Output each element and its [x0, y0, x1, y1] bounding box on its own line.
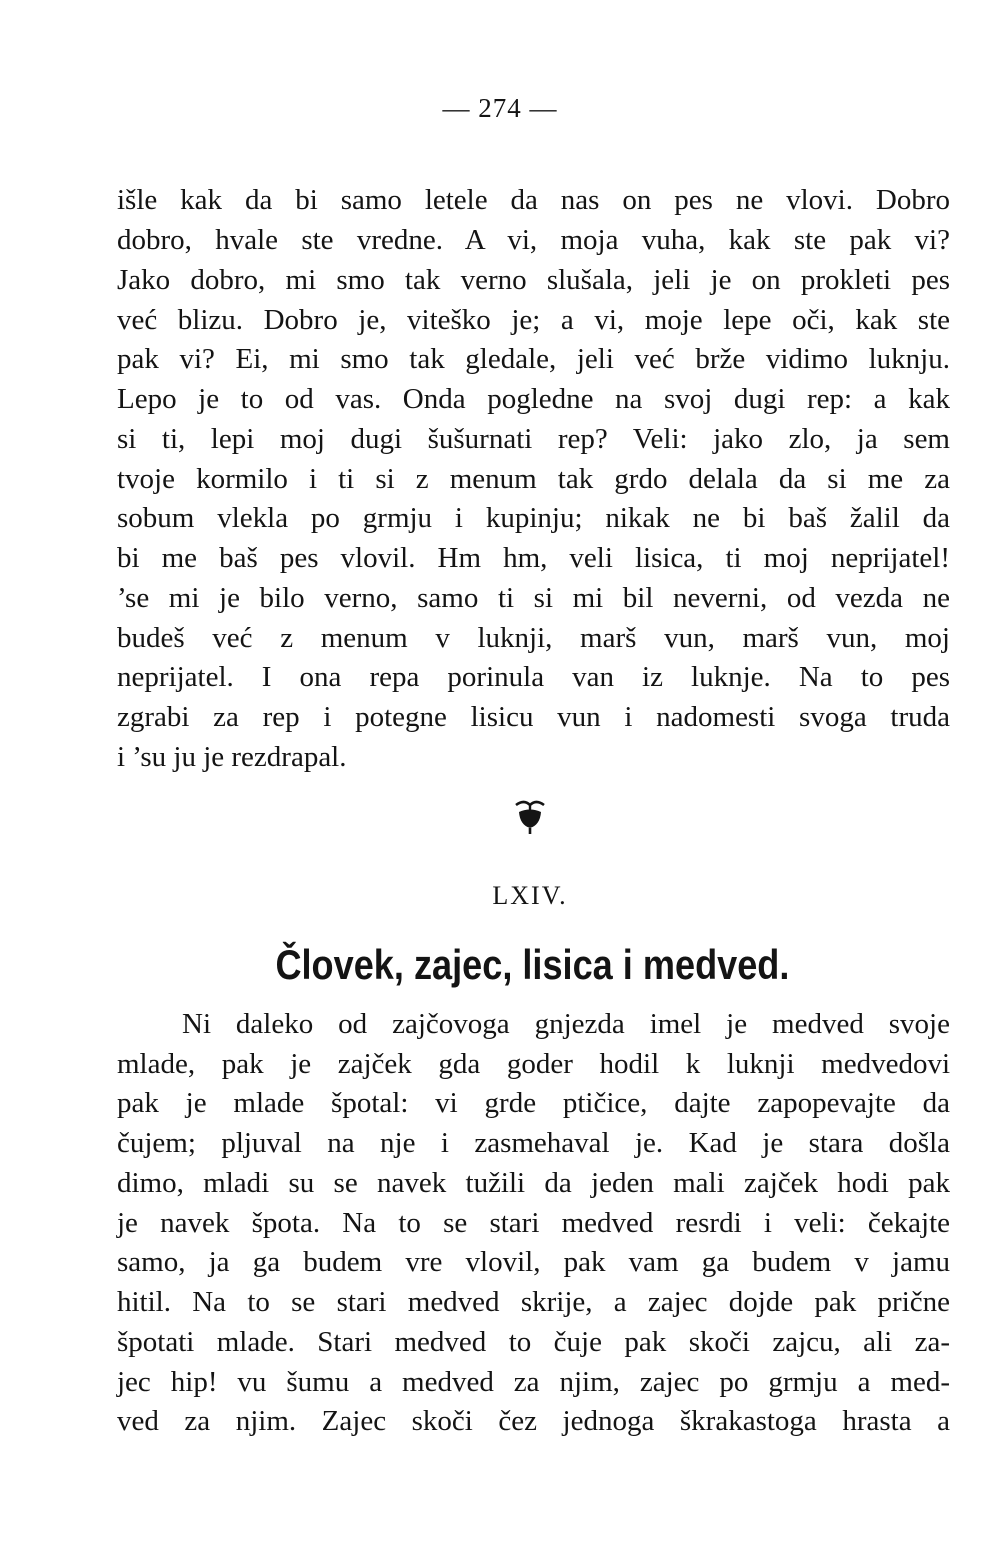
text-line: ’se mi je bilo verno, samo ti si mi bil neverni, od vezda ne	[117, 582, 950, 614]
text-line: je navek špota. Na to se stari medved resrdi i veli: čekajte	[117, 1207, 950, 1239]
page-number: — 274 —	[442, 93, 558, 123]
text-line: Lepo je to od vas. Onda pogledne na svoj dugi rep: a kak	[117, 383, 950, 415]
text-line: čujem; pljuval na nje i zasmehaval je. Kad je stara došla	[117, 1127, 950, 1159]
text-line: bi me baš pes vlovil. Hm hm, veli lisica, ti moj neprijatel!	[117, 542, 950, 574]
text-line: pak je mlade špotal: vi grde ptičice, dajte zapopevajte da	[117, 1087, 950, 1119]
text-line: Ni daleko od zajčovoga gnjezda imel je medved svoje	[182, 1008, 950, 1040]
text-line: jec hip! vu šumu a medved za njim, zajec po grmju a med-	[117, 1366, 950, 1398]
text-line: i ’su ju je rezdrapal.	[117, 741, 347, 773]
text-line: hitil. Na to se stari medved skrije, a zajec dojde pak prične	[117, 1286, 950, 1318]
text-line: sobum vlekla po grmju i kupinju; nikak ne bi baš žalil da	[117, 502, 950, 534]
leaf-ornament-icon	[510, 796, 550, 836]
text-line: dimo, mladi su se navek tužili da jeden mali zajček hodi pak	[117, 1167, 950, 1199]
text-line: samo, ja ga budem vre vlovil, pak vam ga budem v jamu	[117, 1246, 950, 1278]
text-line: budeš već z menum v luknji, marš vun, marš vun, moj	[117, 622, 950, 654]
text-line: si ti, lepi moj dugi šušurnati rep? Veli: jako zlo, ja sem	[117, 423, 950, 455]
text-line: Jako dobro, mi smo tak verno slušala, jeli je on prokleti pes	[117, 264, 950, 296]
text-line: ved za njim. Zajec skoči čez jednoga škrakastoga hrasta a	[117, 1405, 950, 1437]
text-line: išle kak da bi samo letele da nas on pes ne vlovi. Dobro	[117, 184, 950, 216]
text-line: već blizu. Dobro je, viteško je; a vi, moje lepe oči, kak ste	[117, 304, 950, 336]
chapter-number: LXIV.	[492, 881, 568, 910]
text-line: pak vi? Ei, mi smo tak gledale, jeli već brže vidimo luknju.	[117, 343, 950, 375]
text-line: mlade, pak je zajček gda goder hodil k luknji medvedovi	[117, 1048, 950, 1080]
text-line: zgrabi za rep i potegne lisicu vun i nadomesti svoga truda	[117, 701, 950, 733]
text-line: špotati mlade. Stari medved to čuje pak skoči zajcu, ali za-	[117, 1326, 950, 1358]
text-line: tvoje kormilo i ti si z menum tak grdo delala da si me za	[117, 463, 950, 495]
text-line: neprijatel. I ona repa porinula van iz luknje. Na to pes	[117, 661, 950, 693]
text-line: dobro, hvale ste vredne. A vi, moja vuha, kak ste pak vi?	[117, 224, 950, 256]
chapter-title: Človek, zajec, lisica i medved.	[275, 941, 790, 988]
